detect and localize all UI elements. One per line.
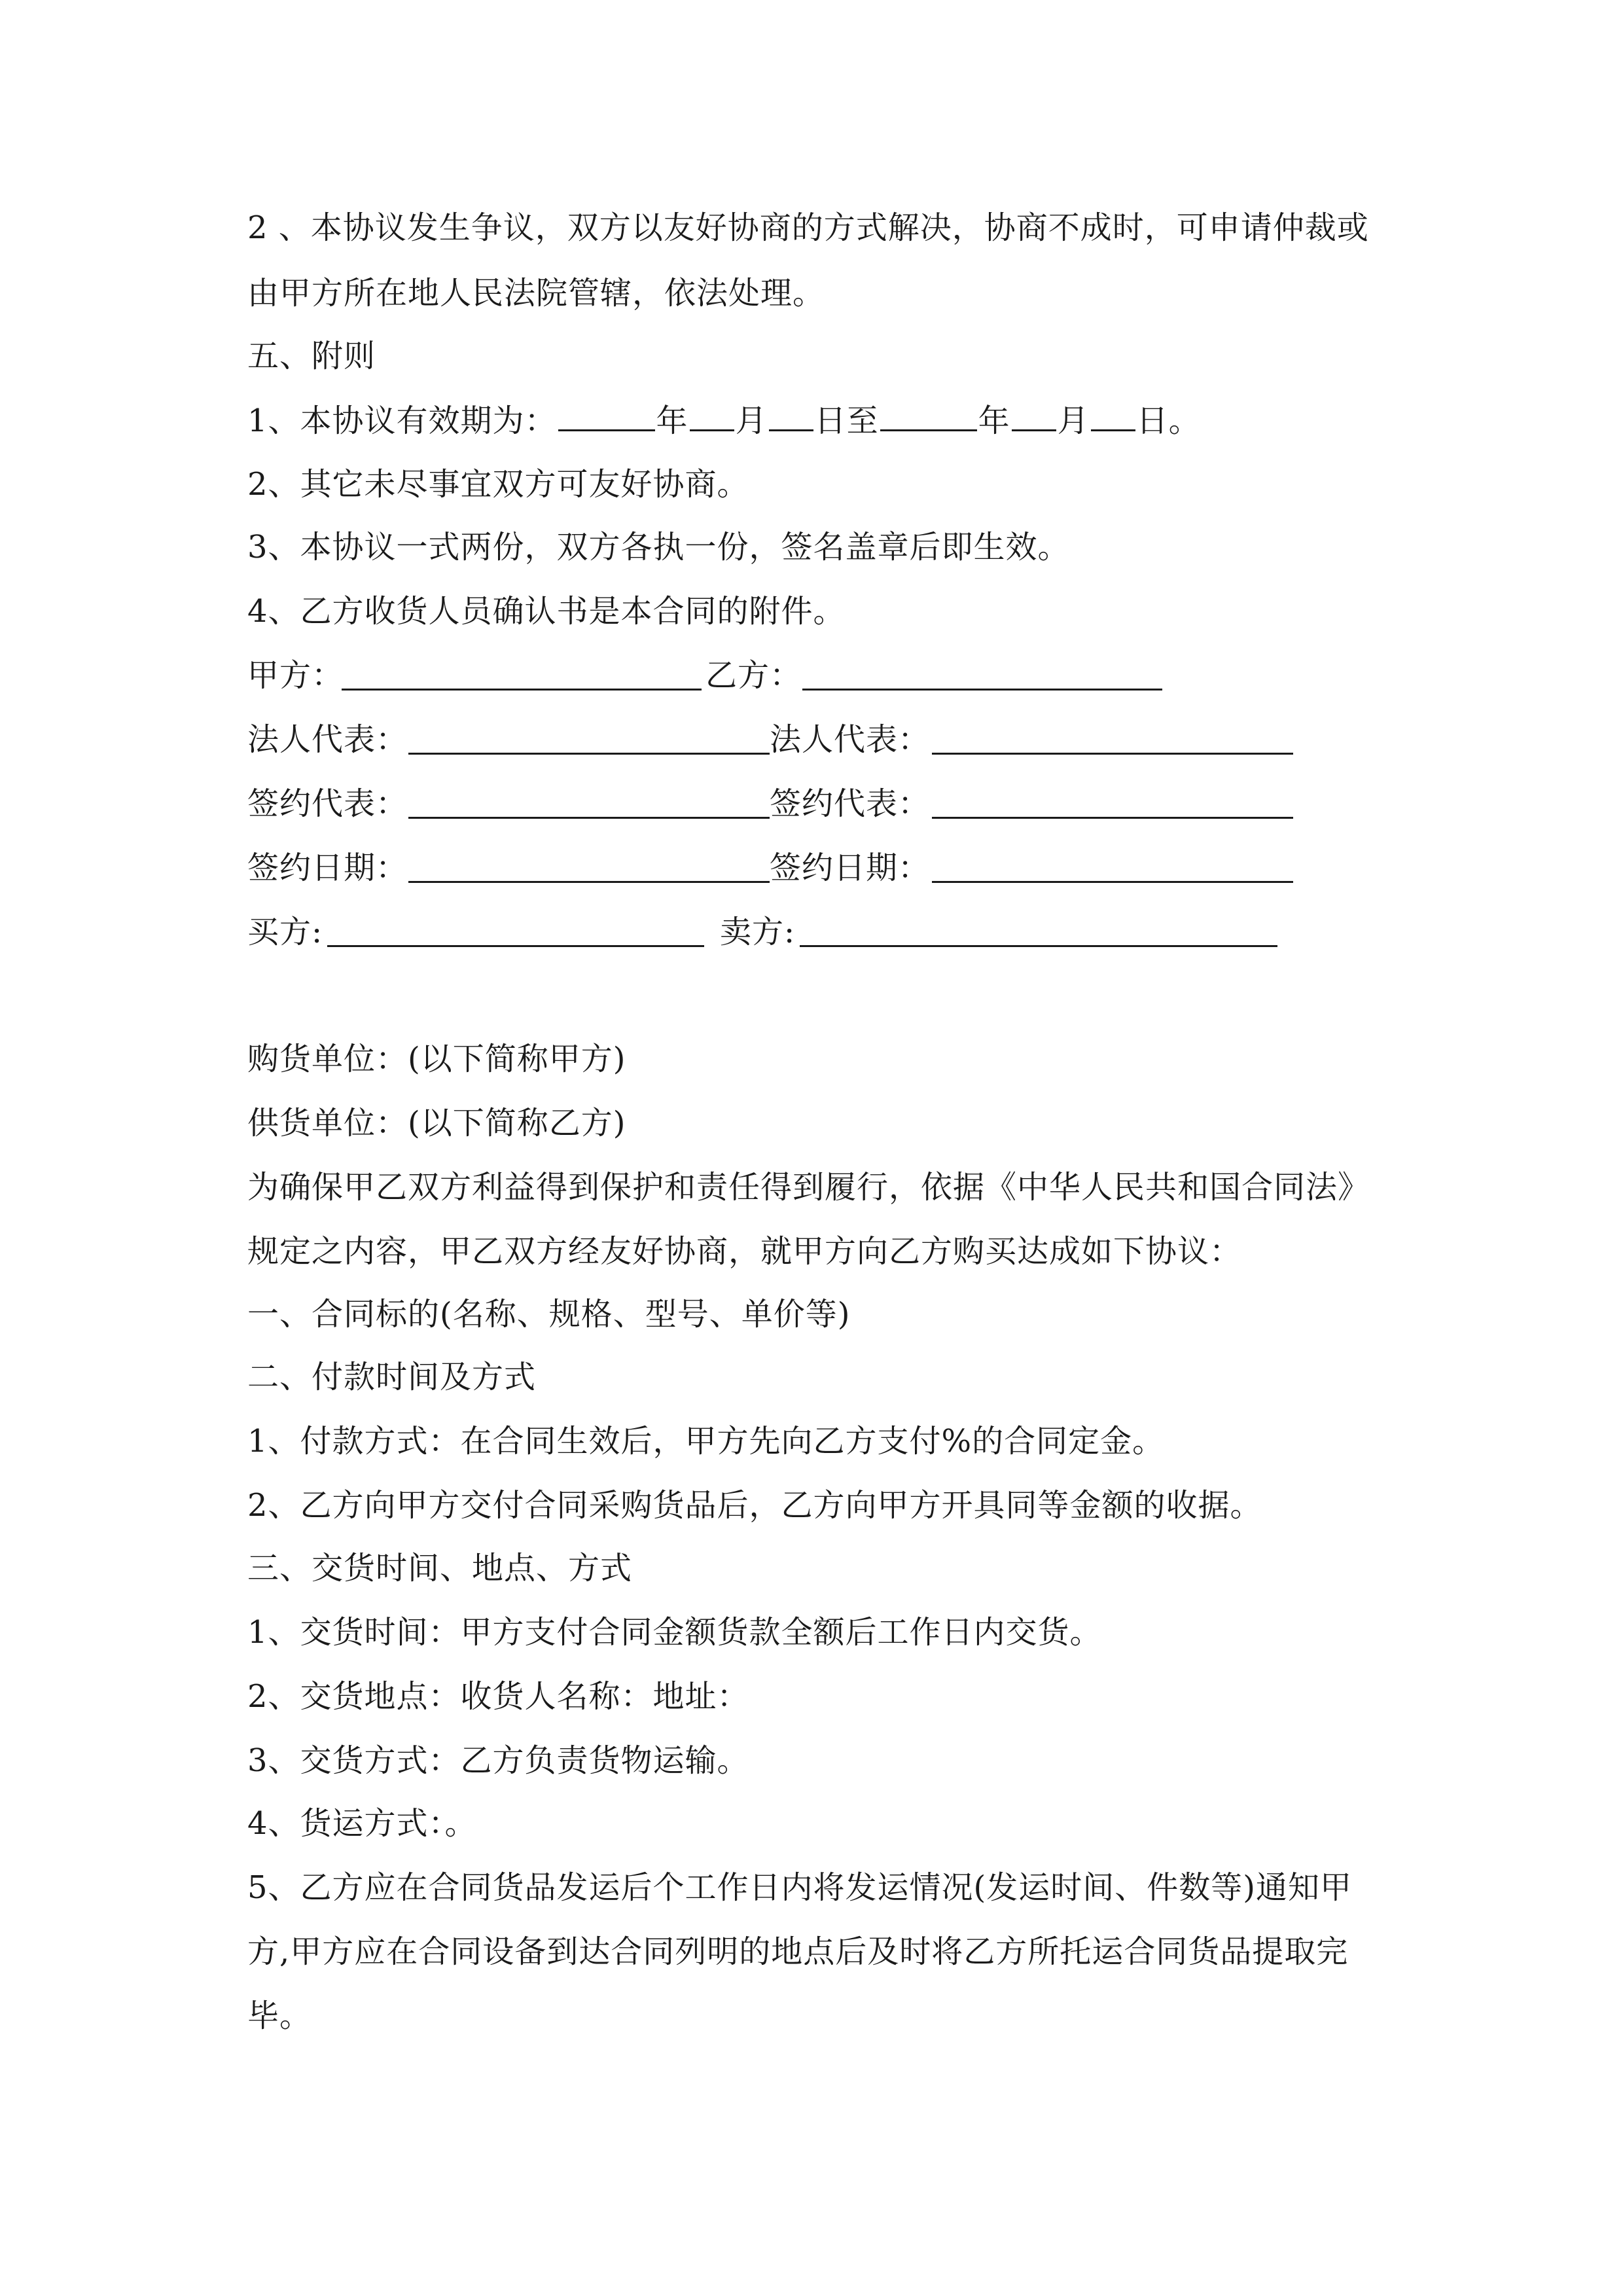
validity-day2-blank[interactable] [1091, 401, 1135, 431]
validity-year-blank[interactable] [558, 401, 655, 431]
supplier-unit: 供货单位：(以下简称乙方) [247, 1105, 626, 1141]
clause-item-2: 2、其它未尽事宜双方可友好协商。 [247, 466, 749, 503]
delivery-item-5-line3: 毕。 [247, 1998, 312, 2034]
validity-period-line [247, 401, 1201, 440]
sign-rep-a-line[interactable] [408, 817, 770, 819]
party-b-line[interactable] [802, 689, 1162, 691]
heading-payment: 二、付款时间及方式 [247, 1359, 537, 1395]
legal-rep-b-label: 法人代表： [770, 721, 931, 758]
sign-rep-a-label: 签约代表： [247, 785, 408, 822]
delivery-item-1: 1、交货时间：甲方支付合同金额货款全额后工作日内交货。 [247, 1614, 1102, 1651]
validity-month-label: 月 [735, 403, 768, 439]
validity-year2-blank[interactable] [880, 401, 977, 431]
buyer-unit: 购货单位：(以下简称甲方) [247, 1041, 626, 1077]
buyer-label: 买方: [247, 914, 323, 950]
party-b-label: 乙方： [705, 657, 802, 694]
seller-label: 卖方: [720, 914, 796, 950]
buyer-line[interactable] [327, 945, 704, 947]
party-a-label: 甲方： [247, 657, 344, 694]
intro-line1: 为确保甲乙双方利益得到保护和责任得到履行，依据《中华人民共和国合同法》 [247, 1169, 1370, 1206]
heading-delivery: 三、交货时间、地点、方式 [247, 1550, 633, 1587]
delivery-item-5-line2: 方,甲方应在合同设备到达合同列明的地点后及时将乙方所托运合同货品提取完 [247, 1933, 1349, 1970]
sign-rep-b-line[interactable] [932, 817, 1293, 819]
sign-date-a-label: 签约日期： [247, 850, 408, 886]
legal-rep-a-line[interactable] [408, 753, 770, 755]
sign-date-a-line[interactable] [408, 881, 770, 883]
validity-year2-label: 年 [978, 403, 1010, 439]
heading-supplementary: 五、附则 [247, 338, 376, 374]
delivery-item-5-line1: 5、乙方应在合同货品发运后个工作日内将发运情况(发运时间、件数等)通知甲 [247, 1869, 1352, 1906]
validity-month2-blank[interactable] [1012, 401, 1056, 431]
dispute-clause-line2: 由甲方所在地人民法院管辖，依法处理。 [247, 275, 825, 312]
validity-month2-label: 月 [1057, 403, 1090, 439]
delivery-item-3: 3、交货方式：乙方负责货物运输。 [247, 1742, 749, 1779]
validity-month-blank[interactable] [690, 401, 734, 431]
validity-day-blank[interactable] [769, 401, 813, 431]
sign-date-b-label: 签约日期： [770, 850, 931, 886]
clause-item-3: 3、本协议一式两份，双方各执一份，签名盖章后即生效。 [247, 529, 1070, 565]
validity-prefix: 1、本协议有效期为： [247, 403, 557, 439]
clause-item-4: 4、乙方收货人员确认书是本合同的附件。 [247, 593, 846, 630]
legal-rep-a-label: 法人代表： [247, 721, 408, 758]
sign-date-b-line[interactable] [932, 881, 1293, 883]
legal-rep-b-line[interactable] [932, 753, 1293, 755]
payment-item-1: 1、付款方式：在合同生效后，甲方先向乙方支付%的合同定金。 [247, 1423, 1165, 1460]
party-a-line[interactable] [342, 689, 702, 691]
seller-line[interactable] [800, 945, 1277, 947]
intro-line2: 规定之内容，甲乙双方经友好协商，就甲方向乙方购买达成如下协议： [247, 1233, 1242, 1270]
delivery-item-2: 2、交货地点：收货人名称：地址： [247, 1678, 749, 1715]
dispute-clause-line1: 2 、本协议发生争议，双方以友好协商的方式解决，协商不成时，可申请仲裁或 [247, 209, 1369, 246]
payment-item-2: 2、乙方向甲方交付合同采购货品后，乙方向甲方开具同等金额的收据。 [247, 1487, 1262, 1524]
validity-dayend-label: 日。 [1136, 403, 1201, 439]
heading-subject: 一、合同标的(名称、规格、型号、单价等) [247, 1296, 851, 1333]
delivery-item-4: 4、货运方式：。 [247, 1805, 477, 1842]
sign-rep-b-label: 签约代表： [770, 785, 931, 822]
validity-dayto-label: 日至 [814, 403, 879, 439]
validity-year-label: 年 [656, 403, 688, 439]
